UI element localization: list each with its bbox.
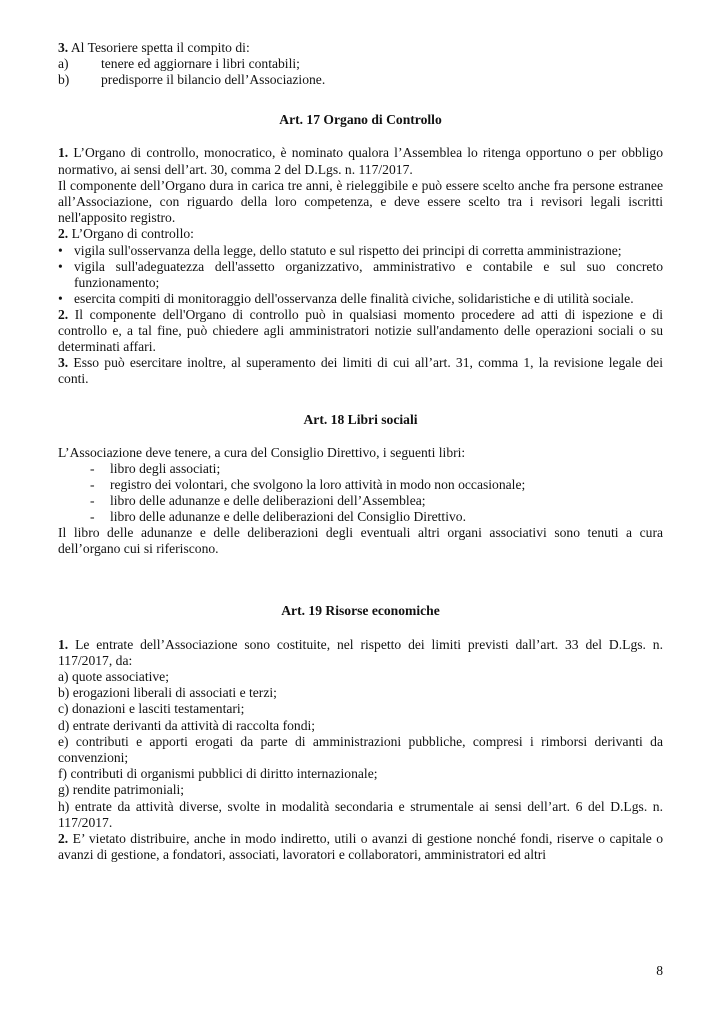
- paragraph: Il libro delle adunanze e delle deliberazioni degli eventuali altri organi associativi sono tenuti a cura dell’organo cui si riferiscono.: [58, 525, 663, 557]
- section-heading-art17: Art. 17 Organo di Controllo: [279, 112, 442, 128]
- dash-item: - libro degli associati;: [90, 461, 221, 477]
- list-item: b) erogazioni liberali di associati e terzi;: [58, 685, 277, 701]
- list-item: c) donazioni e lasciti testamentari;: [58, 701, 245, 717]
- list-item: h) entrate da attività diverse, svolte in modalità secondaria e strumentale ai sensi dell’art. 6 del D.Lgs. n. 117/2017.: [58, 798, 663, 830]
- paragraph: 2. L’Organo di controllo:: [58, 226, 194, 242]
- list-item: e) contributi e apporti erogati da parte di amministrazioni pubbliche, compresi i rimborsi derivanti da convenzioni;: [58, 733, 663, 766]
- bullet-item: • vigila sull'osservanza della legge, dello statuto e sul rispetto dei principi di corretta amministrazione;: [58, 242, 622, 258]
- dash-item: - libro delle adunanze e delle deliberazioni del Consiglio Direttivo.: [90, 509, 466, 525]
- list-item: d) entrate derivanti da attività di raccolta fondi;: [58, 717, 316, 733]
- dash-item: - libro delle adunanze e delle deliberazioni dell’Assemblea;: [90, 493, 426, 509]
- list-item: g) rendite patrimoniali;: [58, 782, 185, 798]
- section-heading-art18: Art. 18 Libri sociali: [303, 411, 418, 427]
- paragraph: 3. Esso può esercitare inoltre, al superamento dei limiti di cui all’art. 31, comma 1, la revisione legale dei conti.: [58, 355, 663, 387]
- paragraph-tesoriere: 3. Al Tesoriere spetta il compito di:: [58, 40, 250, 55]
- paragraph: 1. L’Organo di controllo, monocratico, è nominato qualora l’Assemblea lo ritenga opportuno o per obbligo normativo, ai sensi dell’art. 30, comma 2 del D.Lgs. n. 117/2017.: [58, 145, 663, 177]
- paragraph: 2. Il componente dell'Organo di controllo può in qualsiasi momento procedere ad atti di ispezione e di controllo e, a tal fine, può chiedere agli amministratori notizie sull'andamento delle operazioni sociali o su determinati affari.: [58, 306, 663, 355]
- bullet-item: • vigila sull'adeguatezza dell'assetto organizzativo, amministrativo e contabile e sul suo concreto funzionamento;: [58, 258, 663, 290]
- list-item: f) contributi di organismi pubblici di diritto internazionale;: [58, 766, 378, 782]
- paragraph: L’Associazione deve tenere, a cura del Consiglio Direttivo, i seguenti libri:: [58, 444, 466, 460]
- bullet-item: • esercita compiti di monitoraggio dell'osservanza delle finalità civiche, solidaristiche e di utilità sociale.: [58, 290, 634, 306]
- document-page: [58, 40, 663, 864]
- dash-item: - registro dei volontari, che svolgono la loro attività in modo non occasionale;: [90, 477, 526, 493]
- paragraph: 2. E’ vietato distribuire, anche in modo indiretto, utili o avanzi di gestione nonché fondi, riserve o capitale o avanzi di gestione, a fondatori, associati, lavoratori e collaboratori, amministratori ed altri: [58, 831, 663, 863]
- paragraph: Il componente dell’Organo dura in carica tre anni, è rieleggibile e può essere scelto anche fra persone estranee all’Associazione, con riguardo della loro competenza, e deve essere scelto tra i revisori legali iscritti nell'apposito registro.: [58, 177, 663, 226]
- page-number: 8: [656, 963, 663, 978]
- section-heading-art19: Art. 19 Risorse economiche: [281, 603, 440, 619]
- list-item: b) predisporre il bilancio dell’Associazione.: [58, 72, 326, 88]
- list-item: a) quote associative;: [58, 669, 169, 685]
- paragraph: 1. Le entrate dell’Associazione sono costituite, nel rispetto dei limiti previsti dall’art. 33 del D.Lgs. n. 117/2017, da:: [58, 636, 663, 668]
- list-item: a) tenere ed aggiornare i libri contabili;: [58, 56, 300, 72]
